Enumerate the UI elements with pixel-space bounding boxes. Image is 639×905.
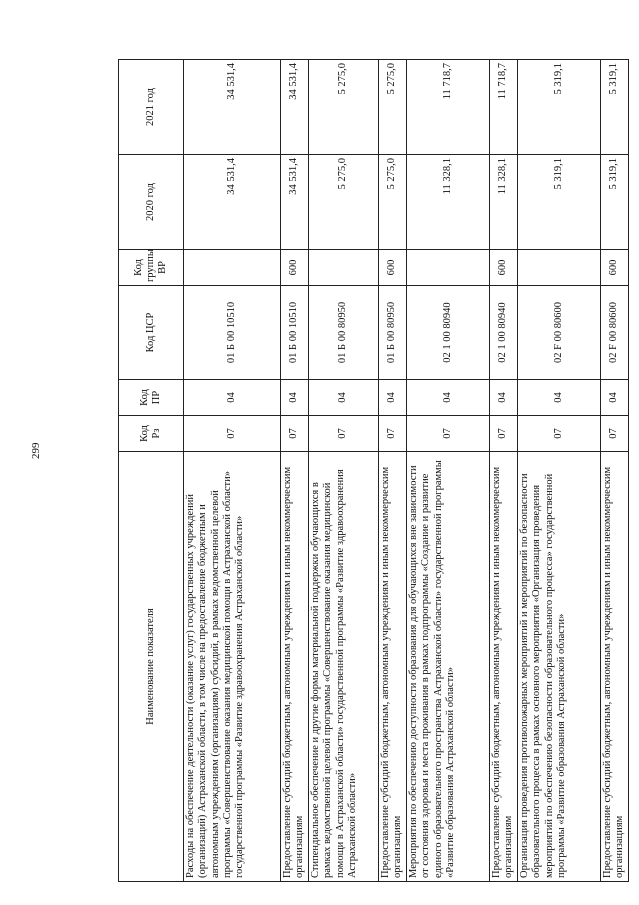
table-row	[281, 60, 309, 882]
budget-table-container	[118, 60, 639, 882]
cell-csr: 01 Б 00 80950	[379, 286, 407, 380]
cell-2021: 11 718,7	[490, 60, 518, 155]
cell-name: Предоставление субсидий бюджетным, автономным учреждениям и иным некоммерческим организациям	[601, 452, 629, 882]
budget-table	[118, 59, 629, 882]
cell-vr	[518, 250, 601, 286]
cell-pr: 04	[184, 380, 281, 416]
cell-2020: 11 328,1	[490, 155, 518, 250]
header-rz: Код Рз	[119, 416, 184, 452]
cell-2021: 11 718,7	[407, 60, 490, 155]
cell-vr	[407, 250, 490, 286]
cell-2021: 34 531,4	[184, 60, 281, 155]
cell-rz: 07	[407, 416, 490, 452]
cell-2021: 5 319,1	[601, 60, 629, 155]
cell-2021: 34 531,4	[281, 60, 309, 155]
cell-pr: 04	[309, 380, 379, 416]
cell-name: Организация проведения противопожарных мероприятий и мероприятий по безопасности образовательного процесса в рамках основного мероприятия «Организация проведения мероприятий по обеспечению безопасности образовательного процесса» государственной программы «Развитие образования Астраханской области»	[518, 452, 601, 882]
cell-pr: 04	[601, 380, 629, 416]
cell-2020: 5 319,1	[518, 155, 601, 250]
cell-pr: 04	[490, 380, 518, 416]
cell-csr: 02 1 00 80940	[490, 286, 518, 380]
cell-name: Предоставление субсидий бюджетным, автономным учреждениям и иным некоммерческим организациям	[379, 452, 407, 882]
table-header-row	[119, 60, 184, 882]
cell-name: Предоставление субсидий бюджетным, автономным учреждениям и иным некоммерческим организациям	[490, 452, 518, 882]
cell-2020: 11 328,1	[407, 155, 490, 250]
cell-name: Расходы на обеспечение деятельности (оказание услуг) государственных учреждений (организаций) Астраханской области, в том числе на предоставление бюджетным и автономным учреждениям (организациям) субсидий, в рамках ведомственной целевой программы «Совершенствование оказания медицинской помощи в Астраханской области» государственной программы «Развитие здравоохранения Астраханской области»	[184, 452, 281, 882]
cell-csr: 02 F 00 80600	[601, 286, 629, 380]
cell-2020: 5 275,0	[309, 155, 379, 250]
cell-pr: 04	[518, 380, 601, 416]
cell-2020: 5 319,1	[601, 155, 629, 250]
table-row	[601, 60, 629, 882]
table-row	[309, 60, 379, 882]
table-row	[490, 60, 518, 882]
cell-csr: 01 Б 00 10510	[184, 286, 281, 380]
header-csr: Код ЦСР	[119, 286, 184, 380]
cell-rz: 07	[184, 416, 281, 452]
page-number: 299	[30, 442, 42, 459]
header-2021: 2021 год	[119, 60, 184, 155]
cell-name: Мероприятия по обеспечению доступности образования для обучающихся вне зависимости от состояния здоровья и места проживания в рамках подпрограммы «Создание и развитие единого образовательного пространства Астраханской области» государственной программы «Развитие образования Астраханской области»	[407, 452, 490, 882]
cell-vr	[184, 250, 281, 286]
cell-csr: 01 Б 00 80950	[309, 286, 379, 380]
cell-name: Предоставление субсидий бюджетным, автономным учреждениям и иным некоммерческим организациям	[281, 452, 309, 882]
cell-name: Стипендиальное обеспечение и другие формы материальной поддержки обучающихся в рамках ведомственной целевой программы «Совершенствование оказания медицинской помощи в Астраханской области» государственной программы «Развитие здравоохранения Астраханской области»	[309, 452, 379, 882]
cell-2021: 5 319,1	[518, 60, 601, 155]
cell-2021: 5 275,0	[379, 60, 407, 155]
cell-rz: 07	[379, 416, 407, 452]
cell-vr: 600	[379, 250, 407, 286]
header-vr: Код группы ВР	[119, 250, 184, 286]
cell-2020: 5 275,0	[379, 155, 407, 250]
cell-rz: 07	[490, 416, 518, 452]
table-row	[518, 60, 601, 882]
cell-csr: 02 F 00 80600	[518, 286, 601, 380]
cell-csr: 02 1 00 80940	[407, 286, 490, 380]
header-2020: 2020 год	[119, 155, 184, 250]
cell-pr: 04	[407, 380, 490, 416]
cell-vr	[309, 250, 379, 286]
cell-csr: 01 Б 00 10510	[281, 286, 309, 380]
header-name: Наименование показателя	[119, 452, 184, 882]
table-row	[184, 60, 281, 882]
header-pr: Код ПР	[119, 380, 184, 416]
cell-vr: 600	[601, 250, 629, 286]
cell-pr: 04	[379, 380, 407, 416]
cell-rz: 07	[309, 416, 379, 452]
cell-pr: 04	[281, 380, 309, 416]
table-row	[379, 60, 407, 882]
cell-2020: 34 531,4	[281, 155, 309, 250]
cell-2021: 5 275,0	[309, 60, 379, 155]
cell-vr: 600	[490, 250, 518, 286]
cell-rz: 07	[518, 416, 601, 452]
table-row	[407, 60, 490, 882]
cell-vr: 600	[281, 250, 309, 286]
cell-rz: 07	[281, 416, 309, 452]
cell-2020: 34 531,4	[184, 155, 281, 250]
cell-rz: 07	[601, 416, 629, 452]
